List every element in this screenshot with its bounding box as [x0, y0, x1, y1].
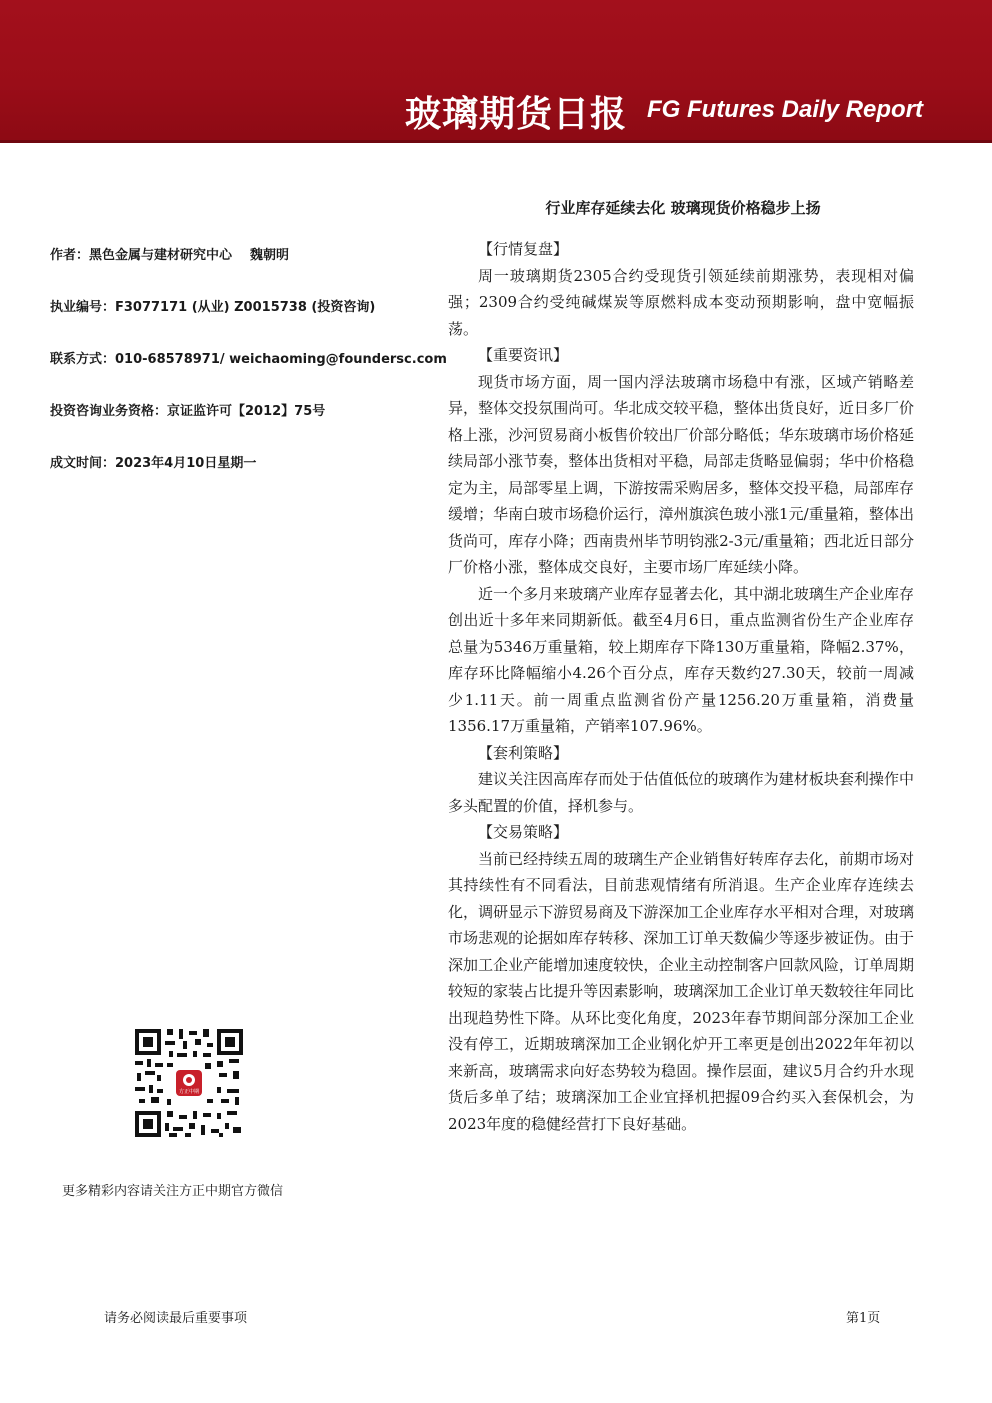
section-title-trading: 【交易策略】 [478, 823, 569, 841]
qualification-line: 投资咨询业务资格：京证监许可【2012】75号 [50, 404, 326, 419]
author-label: 作者： [50, 248, 90, 263]
qr-logo-label: 方正中期 [178, 1089, 200, 1095]
qr-caption: 更多精彩内容请关注方正中期官方微信 [62, 1184, 284, 1199]
license-number: 执业编号：F3077171 (从业) Z0015738 (投资咨询) [50, 300, 376, 315]
report-body [448, 236, 914, 1137]
wechat-qr-code [133, 1027, 245, 1139]
contact-info: 联系方式：010-68578971/ weichaoming@foundersc.com [50, 352, 447, 367]
section-title-news: 【重要资讯】 [478, 346, 569, 364]
header-banner [0, 0, 992, 143]
report-title-en: FG Futures Daily Report [647, 96, 924, 123]
section-title-review: 【行情复盘】 [478, 240, 569, 258]
arbitrage-paragraph: 建议关注因高库存而处于估值低位的玻璃作为建材板块套利操作中多头配置的价值，择机参与。 [448, 770, 914, 815]
author-line [50, 244, 289, 263]
report-date: 成文时间：2023年4月10日星期一 [50, 456, 257, 471]
author-name: 魏朝明 [250, 248, 290, 263]
article-headline: 行业库存延续去化 玻璃现货价格稳步上扬 [545, 199, 821, 217]
section-title-arbitrage: 【套利策略】 [478, 743, 569, 762]
trading-paragraph: 当前已经持续五周的玻璃生产企业销售好转库存去化，前期市场对其持续性有不同看法，目前悲观情绪有所消退。生产企业库存连续去化，调研显示下游贸易商及下游深加工企业库存水平相对合理，对玻璃市场悲观的论据如库存转移、深加工订单天数偏少等逐步被证伪。由于深加工企业产能增加速度较快，企业主动控制客户回款风险，订单周期较短的家装占比提升等因素影响，玻璃深加工企业订单天数较往年同比出现趋势性下降。从环比变化角度，2023年春节期间部分深加工企业没有停工，近期玻璃深加工企业钢化炉开工率更是创出2022年年初以来新高，玻璃需求向好态势较为稳固。操作层面，建议5月合约升水现货后多单了结；玻璃深加工企业宜择机把握09合约买入套保机会，为2023年度的稳健经营打下良好基础。 [448, 849, 914, 1133]
author-dept: 黑色金属与建材研究中心 [89, 248, 233, 263]
footer-disclaimer-note: 请务必阅读最后重要事项 [104, 1311, 248, 1326]
page-number: 第1页 [846, 1311, 881, 1326]
news-paragraph-1: 现货市场方面，周一国内浮法玻璃市场稳中有涨，区域产销略差异，整体交投氛围尚可。华北成交较平稳，整体出货良好，近日多厂价格上涨，沙河贸易商小板售价较出厂价部分略低；华东玻璃市场价格延续局部小涨节奏，整体出货相对平稳，局部走货略显偏弱；华中价格稳定为主，局部零星上调，下游按需采购居多，整体交投平稳，局部库存缓增；华南白玻市场稳价运行，漳州旗滨色玻小涨1元/重量箱，整体出货尚可，库存小降；西南贵州毕节明钧涨2-3元/重量箱；西北近日部分厂价格小涨，整体成交良好，主要市场厂库延续小降。 [448, 372, 914, 576]
report-title-cn: 玻璃期货日报 [405, 94, 628, 135]
review-paragraph: 周一玻璃期货2305合约受现货引领延续前期涨势，表现相对偏强；2309合约受纯碱煤炭等原燃料成本变动预期影响，盘中宽幅振荡。 [448, 266, 914, 338]
news-paragraph-2: 近一个多月来玻璃产业库存显著去化，其中湖北玻璃生产企业库存创出近十多年来同期新低。截至4月6日，重点监测省份生产企业库存总量为5346万重量箱，较上期库存下降130万重量箱，降幅2.37%，库存环比降幅缩小4.26个百分点，库存天数约27.30天，较前一周减少1.11天。前一周重点监测省份产量1256.20万重量箱，消费量1356.17万重量箱，产销率107.96%。 [448, 584, 914, 735]
